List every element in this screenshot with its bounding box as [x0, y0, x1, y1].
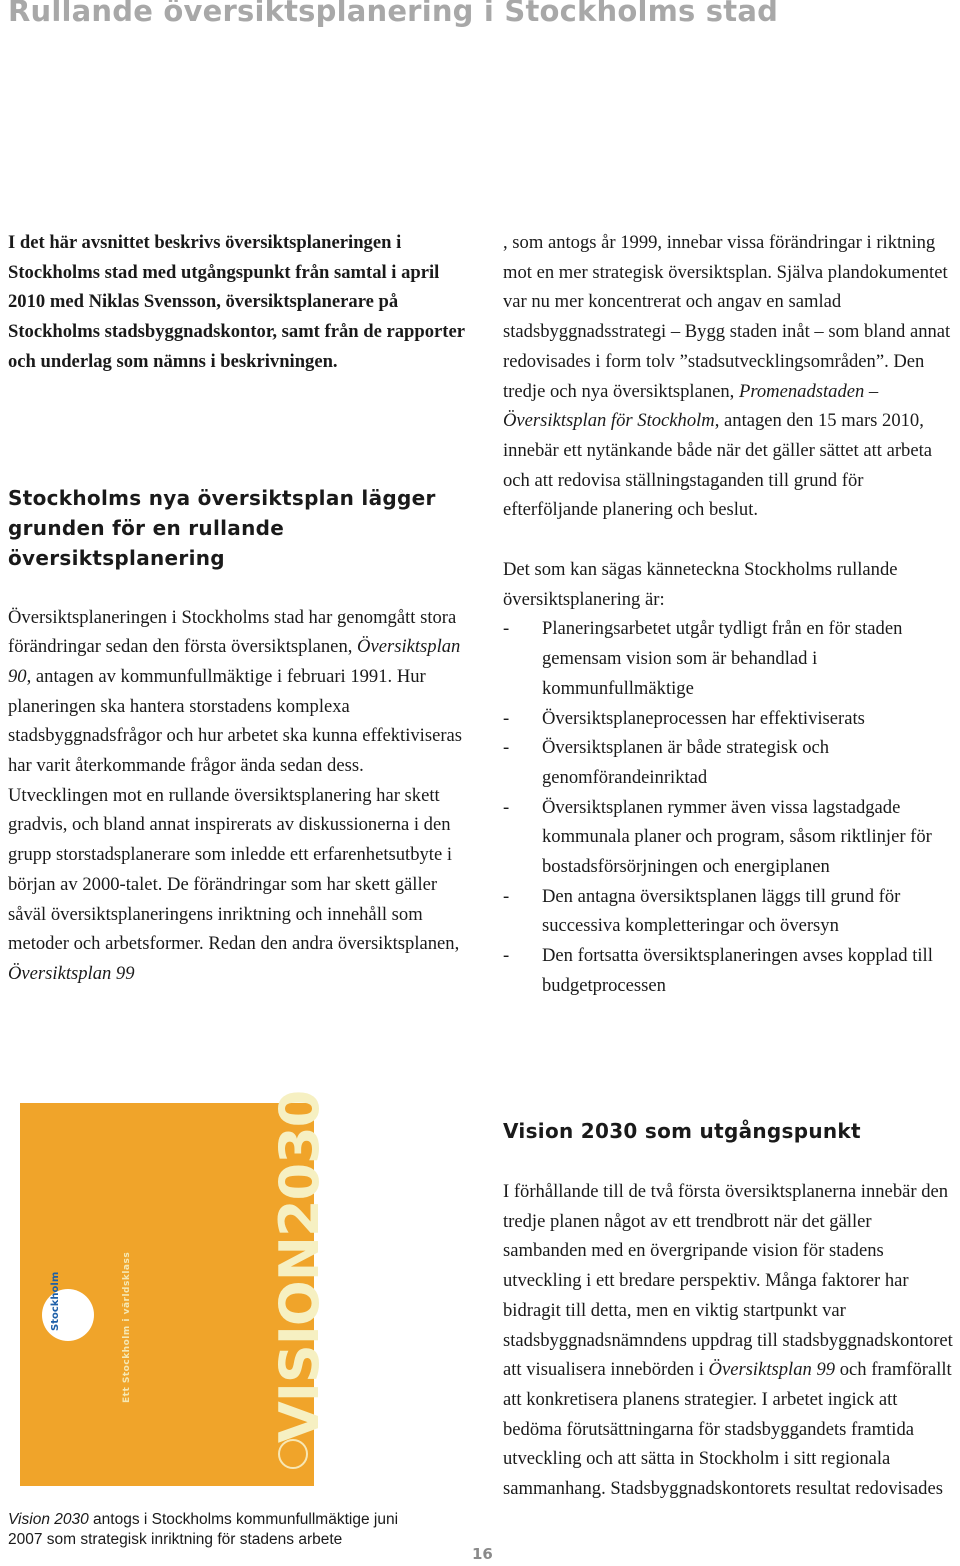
- list-item: - Översiktsplanen rymmer även vissa lagstadgade kommunala planer och program, såsom riktlinjer för bostadsförsörjningen och energiplanen: [503, 796, 932, 878]
- list-intro: Det som kan sägas känneteckna Stockholms rullande översiktsplanering är:: [503, 559, 898, 610]
- list-item: - Översiktsplanen är både strategisk och genomförandeinriktad: [503, 737, 830, 788]
- seal-icon: [278, 1439, 308, 1469]
- cover-logo-text: Stockholm: [50, 1271, 61, 1331]
- body-paragraph-1: Översiktsplaneringen i Stockholms stad har genomgått stora förändringar sedan den första översiktsplanen, Översiktsplan 90, antagen av kommunfullmäktige i februari 1991. Hur planeringen ska hantera storstadens komplexa stadsbyggnadsfrågor och hur arbetet ska kunna effektiviseras har varit återkommande frågor ända sedan dess. Utvecklingen mot en rullande översiktsplanering har skett gradvis, och bland annat inspirerats av diskussionerna i den grupp storstadsplanerare som inledde ett erfarenhetsutbyte i början av 2000-talet. De förändringar som har skett gäller såväl översiktsplaneringens inriktning och innehåll som metoder och arbetsformer. Redan den andra översiktsplanen, Översiktsplan 99: [8, 606, 463, 984]
- section-heading-vision: Vision 2030 som utgångspunkt: [503, 1119, 861, 1143]
- list-item: - Den antagna översiktsplanen läggs till grund för successiva kompletteringar och översyn: [503, 885, 901, 937]
- list-item: - Översiktsplaneprocessen har effektiviserats: [503, 707, 865, 729]
- section-heading-rullande: Stockholms nya översiktsplan lägger grunden för en rullande översiktsplanering: [8, 485, 436, 570]
- cover-title: VISION2030: [268, 1090, 331, 1443]
- left-column: [8, 228, 468, 989]
- page-number: 16: [472, 1545, 493, 1563]
- vision-paragraph: I förhållande till de två första översiktsplanerna innebär den tredje planen något av ett trendbrott när det gäller sambanden med en övergripande vision för stadens utveckling i ett bredare perspektiv. Många faktorer har bidragit till detta, men en viktig startpunkt var stadsbyggnadsnämndens uppdrag till stadsbyggnadskontoret att visualisera innebörden i Översiktsplan 99 och framförallt att konkretisera planens strategier. I arbetet ingick att bedöma förutsättningarna för stadsbyggandets framtida utveckling och att sätta in Stockholm i sitt regionala sammanhang. Stadsbyggnadskontorets resultat redovisades: [503, 1181, 953, 1500]
- italic-title: Översiktsplan 99: [8, 962, 135, 984]
- image-caption: Vision 2030 antogs i Stockholms kommunfullmäktige juni 2007 som strategisk inriktning för stadens arbete: [8, 1511, 399, 1548]
- italic-title: Översiktsplan 90: [8, 636, 461, 687]
- intro-paragraph: I det här avsnittet beskrivs översiktsplaneringen i Stockholms stad med utgångspunkt från samtal i april 2010 med Niklas Svensson, översiktsplanerare på Stockholms stadsbyggnadskontor, samt från de rapporter och underlag som nämns i beskrivningen.: [8, 232, 465, 372]
- italic-title: Översiktsplan 99: [708, 1359, 836, 1381]
- body-paragraph-1-continued: , som antogs år 1999, innebar vissa förändringar i riktning mot en mer strategisk översiktsplan. Själva plandokumentet var nu mer koncentrerat och angav en samlad stadsbyggnadsstrategi – Bygg staden inåt – som bland annat redovisades i form tolv ”stadsutvecklingsområden”. Den tredje och nya översiktsplanen, Promenadstaden – Översiktsplan för Stockholm, antagen den 15 mars 2010, innebär ett nytänkande både när det gäller sättet att arbeta och att redovisa ställningstaganden till grund för efterföljande planering och beslut.: [503, 232, 951, 521]
- vision-2030-cover-image: [20, 1090, 331, 1486]
- right-column: [503, 228, 959, 1001]
- vision-section: [503, 1116, 959, 1504]
- italic-title: Promenadstaden – Översiktsplan för Stockholm: [503, 380, 879, 432]
- characteristics-list: [503, 614, 959, 1000]
- list-item: - Planeringsarbetet utgår tydligt från en för staden gemensam vision som är behandlad i kommunfullmäktige: [503, 618, 903, 699]
- page-title: Rullande översiktsplanering i Stockholms stad: [8, 0, 779, 28]
- cover-subtitle: Ett Stockholm i världsklass: [122, 1251, 132, 1403]
- list-item: - Den fortsatta översiktsplaneringen avses kopplad till budgetprocessen: [503, 945, 933, 996]
